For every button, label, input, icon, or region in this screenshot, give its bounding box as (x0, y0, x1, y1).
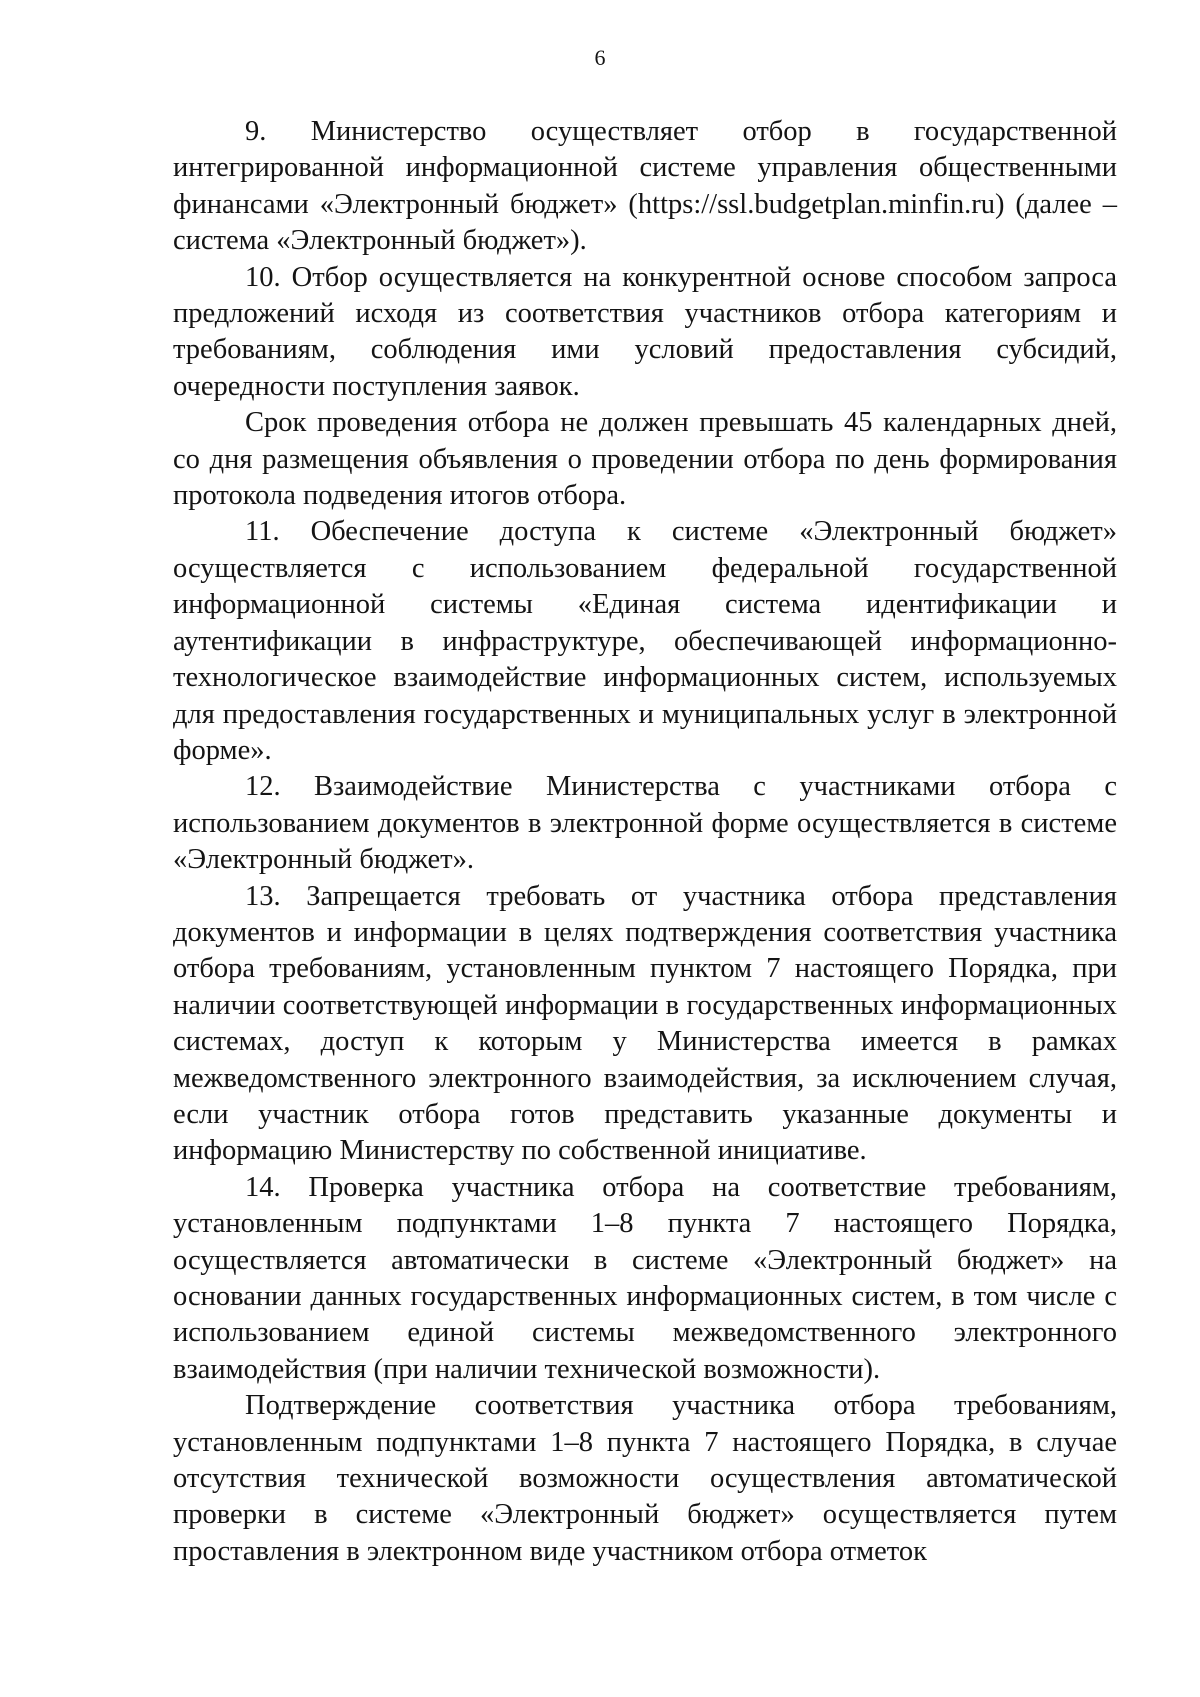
paragraph-13: 13. Запрещается требовать от участника отбора представления документов и информации в целях подтверждения соответствия участника отбора требованиям, установленным пунктом 7 настоящего Порядка, при наличии соответствующей информации в государственных информационных системах, доступ к которым у Министерства имеется в рамках межведомственного электронного взаимодействия, за исключением случая, если участник отбора готов представить указанные документы и информацию Министерству по собственной инициативе. (173, 880, 1117, 1167)
paragraph-14-confirmation: Подтверждение соответствия участника отбора требованиям, установленным подпунктами 1–8 пункта 7 настоящего Порядка, в случае отсутствия технической возможности осуществления автоматической проверки в системе «Электронный бюджет» осуществляется путем проставления в электронном виде участником отбора отметок (173, 1390, 1117, 1567)
paragraph-12: 12. Взаимодействие Министерства с участниками отбора с использованием документов в электронной форме осуществляется в системе «Электронный бюджет». (173, 771, 1117, 876)
paragraph-9: 9. Министерство осуществляет отбор в государственной интегрированной информационной системе управления общественными финансами «Электронный бюджет» (https://ssl.budgetplan.minfin.ru) (далее – система «Электронный бюджет»). (173, 116, 1117, 257)
document-body (173, 114, 1117, 1570)
paragraph-10-term: Срок проведения отбора не должен превышать 45 календарных дней, со дня размещения объявления о проведении отбора по день формирования протокола подведения итогов отбора. (173, 407, 1117, 512)
page-number: 6 (594, 45, 606, 70)
paragraph-14: 14. Проверка участника отбора на соответствие требованиям, установленным подпунктами 1–8 пункта 7 настоящего Порядка, осуществляется автоматически в системе «Электронный бюджет» на основании данных государственных информационных систем, в том числе с использованием единой системы межведомственного электронного взаимодействия (при наличии технической возможности). (173, 1171, 1117, 1385)
paragraph-11: 11. Обеспечение доступа к системе «Электронный бюджет» осуществляется с использованием федеральной государственной информационной системы «Единая система идентификации и аутентификации в инфраструктуре, обеспечивающей информационно-технологическое взаимодействие информационных систем, используемых для предоставления государственных и муниципальных услуг в электронной форме». (173, 516, 1117, 766)
paragraph-10: 10. Отбор осуществляется на конкурентной основе способом запроса предложений исходя из соответствия участников отбора категориям и требованиям, соблюдения ими условий предоставления субсидий, очередности поступления заявок. (173, 261, 1117, 402)
